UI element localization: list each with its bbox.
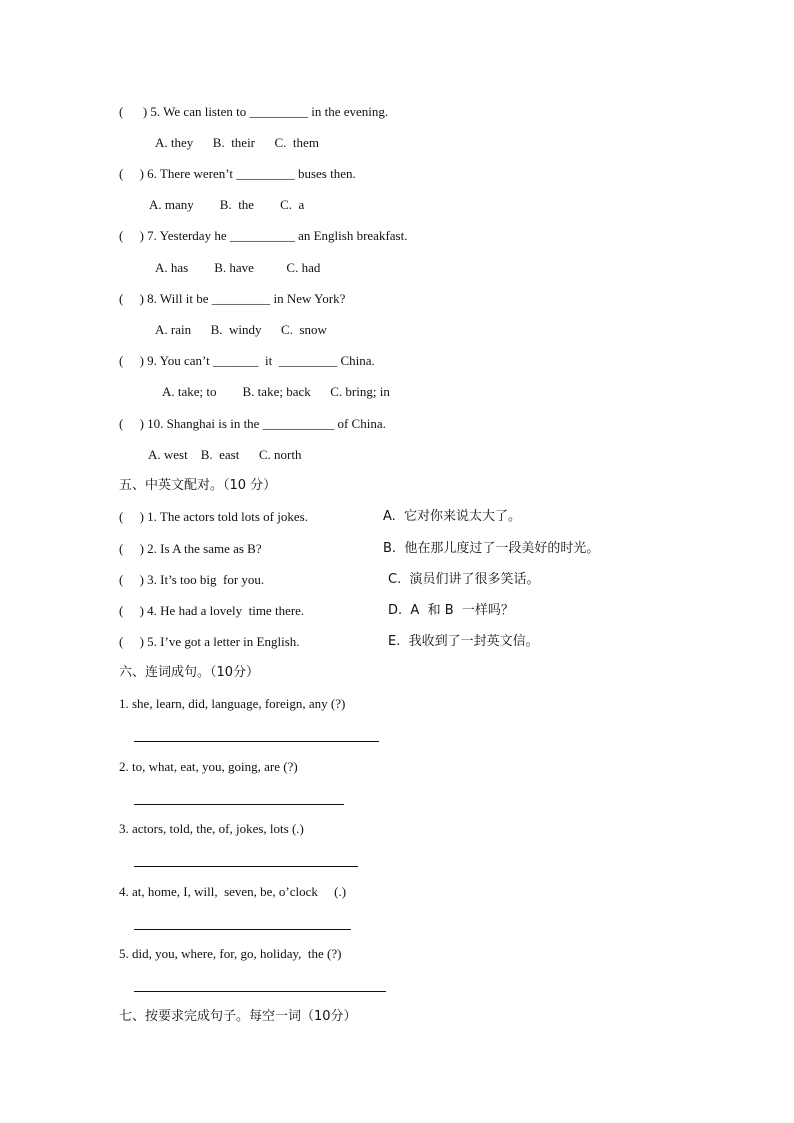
match-right-a: A. 它对你来说太大了。: [383, 509, 522, 524]
reorder-item-2: 2. to, what, eat, you, going, are (?): [119, 759, 298, 774]
answer-line-5[interactable]: [134, 991, 386, 992]
match-left-4: ( ) 4. He had a lovely time there.: [119, 603, 305, 618]
answer-line-1[interactable]: [134, 741, 379, 742]
q10-options: A. west B. east C. north: [148, 447, 302, 462]
reorder-item-1: 1. she, learn, did, language, foreign, any (?): [119, 696, 346, 711]
q5-options: A. they B. their C. them: [155, 135, 319, 150]
match-left-1: ( ) 1. The actors told lots of jokes.: [119, 509, 308, 524]
match-right-e: E. 我收到了一封英文信。: [388, 634, 539, 649]
q6-options: A. many B. the C. a: [149, 197, 305, 212]
part6-heading: 六、连词成句。（10分）: [119, 665, 260, 680]
match-right-c: C. 演员们讲了很多笑话。: [388, 572, 540, 587]
q6-stem: ( ) 6. There weren’t _________ buses then.: [119, 166, 356, 181]
q9-options: A. take; to B. take; back C. bring; in: [162, 384, 390, 399]
match-left-3: ( ) 3. It’s too big for you.: [119, 572, 265, 587]
q8-stem: ( ) 8. Will it be _________ in New York?: [119, 291, 346, 306]
answer-line-3[interactable]: [134, 866, 358, 867]
answer-line-2[interactable]: [134, 804, 344, 805]
match-right-d: D. A 和 B 一样吗？: [388, 603, 514, 618]
q5-stem: ( ) 5. We can listen to _________ in the evening.: [119, 104, 389, 119]
part5-heading: 五、中英文配对。（10 分）: [119, 478, 277, 493]
q8-options: A. rain B. windy C. snow: [155, 322, 327, 337]
reorder-item-5: 5. did, you, where, for, go, holiday, the (?): [119, 946, 342, 961]
reorder-item-3: 3. actors, told, the, of, jokes, lots (.): [119, 821, 304, 836]
match-right-b: B. 他在那儿度过了一段美好的时光。: [383, 541, 600, 556]
match-left-5: ( ) 5. I’ve got a letter in English.: [119, 634, 300, 649]
q9-stem: ( ) 9. You can’t _______ it _________ China.: [119, 353, 375, 368]
part7-heading: 七、按要求完成句子。每空一词（10分）: [119, 1009, 357, 1024]
q10-stem: ( ) 10. Shanghai is in the ___________ of China.: [119, 416, 386, 431]
reorder-item-4: 4. at, home, I, will, seven, be, o’clock (.): [119, 884, 347, 899]
q7-stem: ( ) 7. Yesterday he __________ an English breakfast.: [119, 228, 408, 243]
match-left-2: ( ) 2. Is A the same as B?: [119, 541, 262, 556]
answer-line-4[interactable]: [134, 929, 351, 930]
q7-options: A. has B. have C. had: [155, 260, 321, 275]
